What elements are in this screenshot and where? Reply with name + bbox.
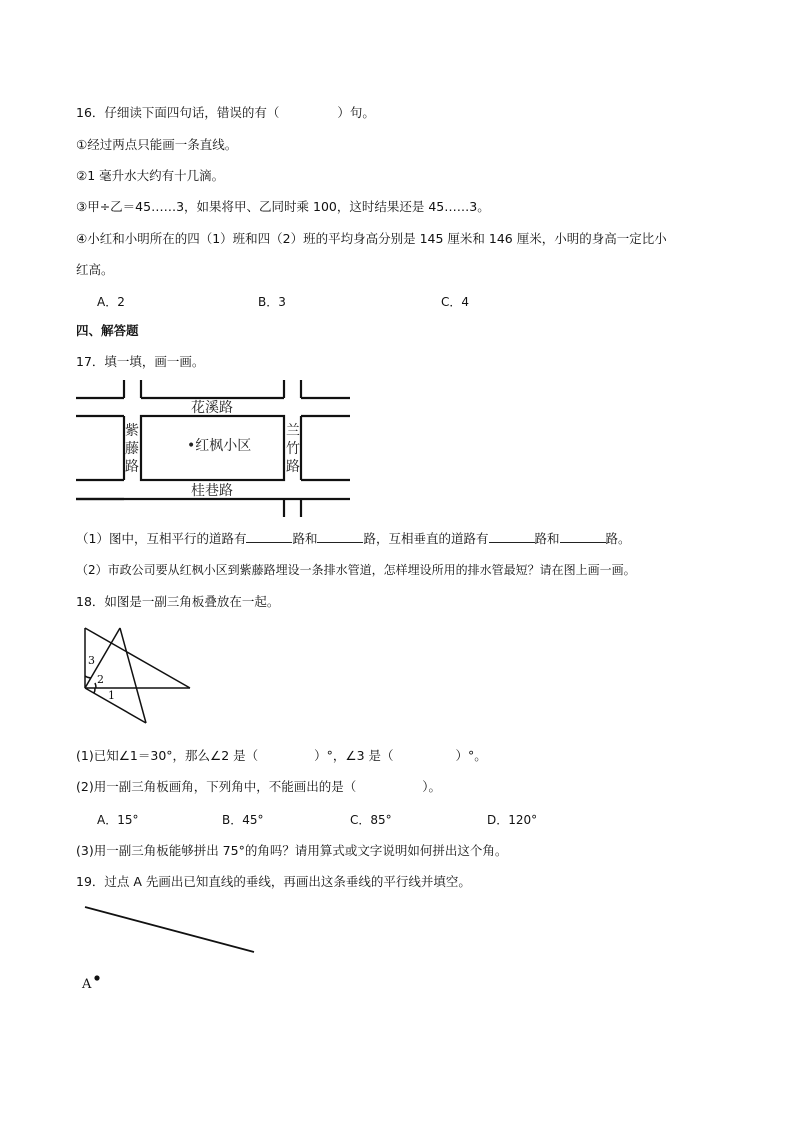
q18-part-2: (2)用一副三角板画角，下列角中，不能画出的是（ ）。 [76, 779, 441, 794]
q16-statement-2: ②1 毫升水大约有十几滴。 [76, 168, 225, 183]
section-title: 四、解答题 [76, 323, 139, 338]
q18-part-3: (3)用一副三角板能够拼出 75°的角吗？请用算式或文字说明如何拼出这个角。 [76, 843, 508, 858]
q16-option-c[interactable]: C．4 [441, 295, 470, 309]
q16-option-a[interactable]: A．2 [97, 295, 125, 309]
angle-label-3: 3 [88, 654, 95, 667]
q19-stem: 19．过点 A 先画出已知直线的垂线，再画出这条垂线的平行线并填空。 [76, 874, 471, 889]
q18-option-c[interactable]: C．85° [350, 813, 392, 827]
q16-statement-3: ③甲÷乙＝45……3，如果将甲、乙同时乘 100，这时结果还是 45……3。 [76, 199, 490, 214]
q17-stem: 17．填一填，画一画。 [76, 354, 205, 369]
q16-statement-4b: 红高。 [76, 262, 114, 277]
road-label-left-1: 紫 [125, 423, 139, 439]
q16-statement-4a: ④小红和小明所在的四（1）班和四（2）班的平均身高分别是 145 厘米和 146 厘米，小明的身高一定比小 [76, 231, 667, 246]
q16-stem: 16．仔细读下面四句话，错误的有（ ）句。 [76, 105, 375, 120]
point-a-label: A [82, 977, 92, 992]
angle-label-2: 2 [97, 673, 104, 686]
q18-stem: 18．如图是一副三角板叠放在一起。 [76, 594, 280, 609]
road-label-right-1: 兰 [286, 423, 300, 439]
q18-part-1: (1)已知∠1＝30°，那么∠2 是（ ）°，∠3 是（ ）°。 [76, 748, 487, 763]
road-label-bottom: 桂巷路 [191, 483, 233, 499]
road-label-top: 花溪路 [191, 400, 233, 416]
angle-label-1: 1 [108, 689, 115, 702]
road-label-left-3: 路 [125, 459, 139, 475]
q18-option-d[interactable]: D．120° [487, 813, 538, 827]
q17-part-1: （1）图中，互相平行的道路有 路和 路，互相垂直的道路有 路和 路。 [76, 531, 631, 546]
q17-part-2: （2）市政公司要从红枫小区到紫藤路埋设一条排水管道，怎样埋设所用的排水管最短？请在图上画一画。 [76, 563, 636, 577]
answer-underline[interactable] [489, 530, 535, 543]
road-label-left-2: 藤 [125, 441, 139, 457]
q16-option-b[interactable]: B．3 [258, 295, 286, 309]
q18-option-b[interactable]: B．45° [222, 813, 264, 827]
answer-underline[interactable] [317, 530, 363, 543]
q16-statement-1: ①经过两点只能画一条直线。 [76, 137, 238, 152]
point-a[interactable] [94, 975, 99, 980]
road-label-right-3: 路 [286, 459, 300, 475]
road-label-right-2: 竹 [286, 441, 300, 457]
answer-underline[interactable] [560, 530, 606, 543]
given-line[interactable] [85, 907, 254, 952]
community-label: •红枫小区 [187, 438, 252, 454]
q18-option-a[interactable]: A．15° [97, 813, 139, 827]
answer-underline[interactable] [246, 530, 292, 543]
